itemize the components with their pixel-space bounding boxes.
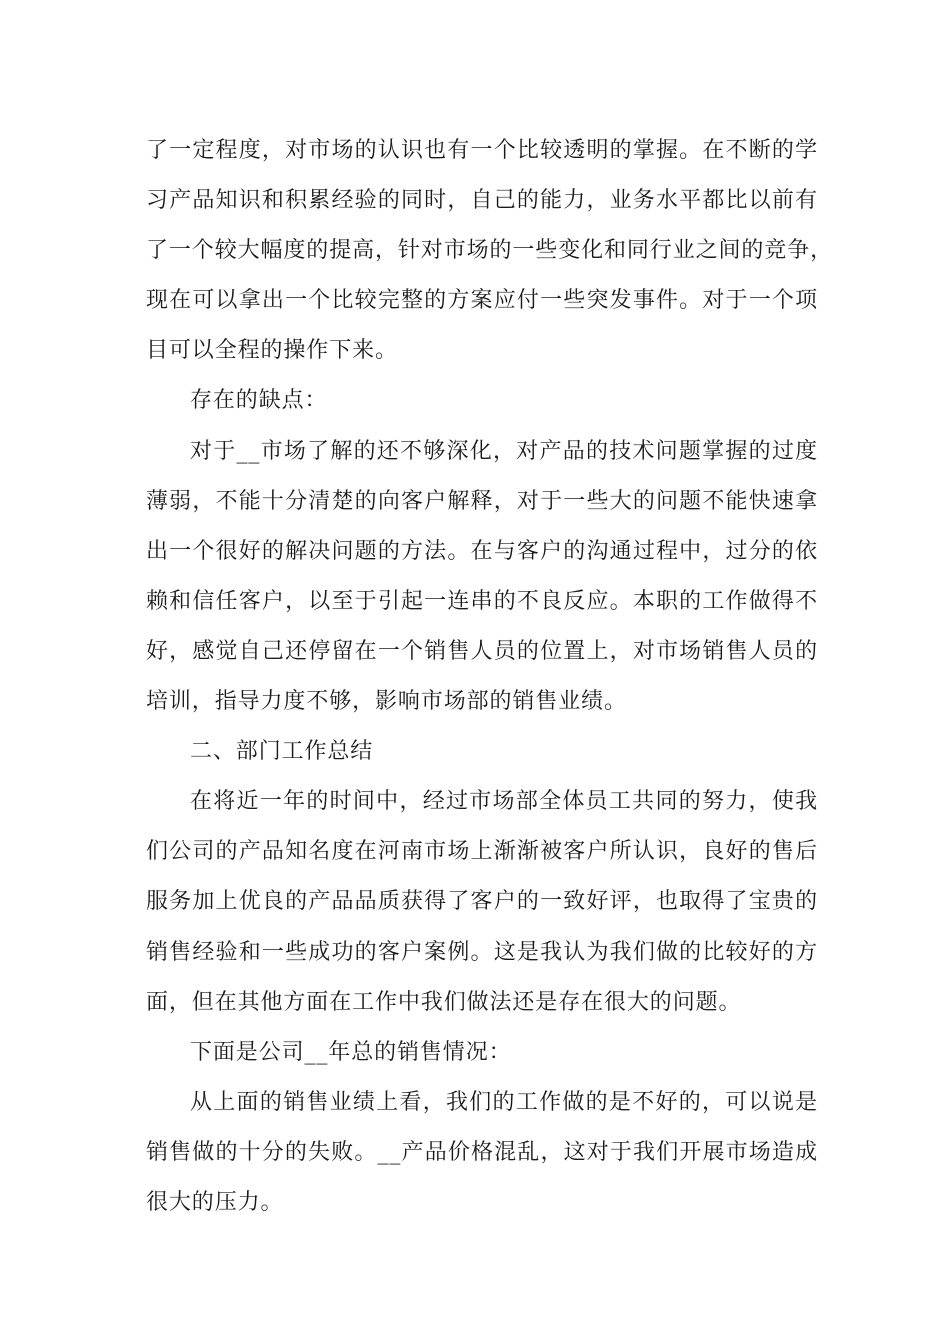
text-line: 服务加上优良的产品品质获得了客户的一致好评，也取得了宝贵的 (146, 889, 818, 915)
text-line: 习产品知识和积累经验的同时，自己的能力，业务水平都比以前有 (146, 188, 818, 214)
text-line: 好，感觉自己还停留在一个销售人员的位置上，对市场销售人员的 (146, 638, 818, 664)
section-heading: 二、部门工作总结 (190, 739, 374, 765)
text-line: 了一个较大幅度的提高，针对市场的一些变化和同行业之间的竞争， (146, 238, 834, 264)
text-line: 目可以全程的操作下来。 (146, 338, 398, 364)
section-label: 存在的缺点： (190, 388, 328, 414)
section-label: 下面是公司__年总的销售情况： (190, 1039, 512, 1065)
text-line: 出一个很好的解决问题的方法。在与客户的沟通过程中，过分的依 (146, 538, 818, 564)
text-line: 在将近一年的时间中，经过市场部全体员工共同的努力，使我 (190, 789, 818, 815)
text-line: 销售经验和一些成功的客户案例。这是我认为我们做的比较好的方 (146, 939, 818, 965)
text-line: 销售做的十分的失败。__产品价格混乱，这对于我们开展市场造成 (146, 1139, 818, 1165)
text-line: 赖和信任客户，以至于引起一连串的不良反应。本职的工作做得不 (146, 588, 818, 614)
text-line: 们公司的产品知名度在河南市场上渐渐被客户所认识，良好的售后 (146, 839, 818, 865)
text-line: 对于__市场了解的还不够深化，对产品的技术问题掌握的过度 (190, 438, 818, 464)
text-line: 培训，指导力度不够，影响市场部的销售业绩。 (146, 689, 627, 715)
text-line: 很大的压力。 (146, 1189, 284, 1215)
document-body (146, 126, 834, 1228)
text-line: 面，但在其他方面在工作中我们做法还是存在很大的问题。 (146, 989, 742, 1015)
text-line: 现在可以拿出一个比较完整的方案应付一些突发事件。对于一个项 (146, 288, 818, 314)
text-line: 了一定程度，对市场的认识也有一个比较透明的掌握。在不断的学 (146, 138, 818, 163)
text-line: 从上面的销售业绩上看，我们的工作做的是不好的，可以说是 (190, 1089, 818, 1115)
text-line: 薄弱，不能十分清楚的向客户解释，对于一些大的问题不能快速拿 (146, 488, 818, 514)
